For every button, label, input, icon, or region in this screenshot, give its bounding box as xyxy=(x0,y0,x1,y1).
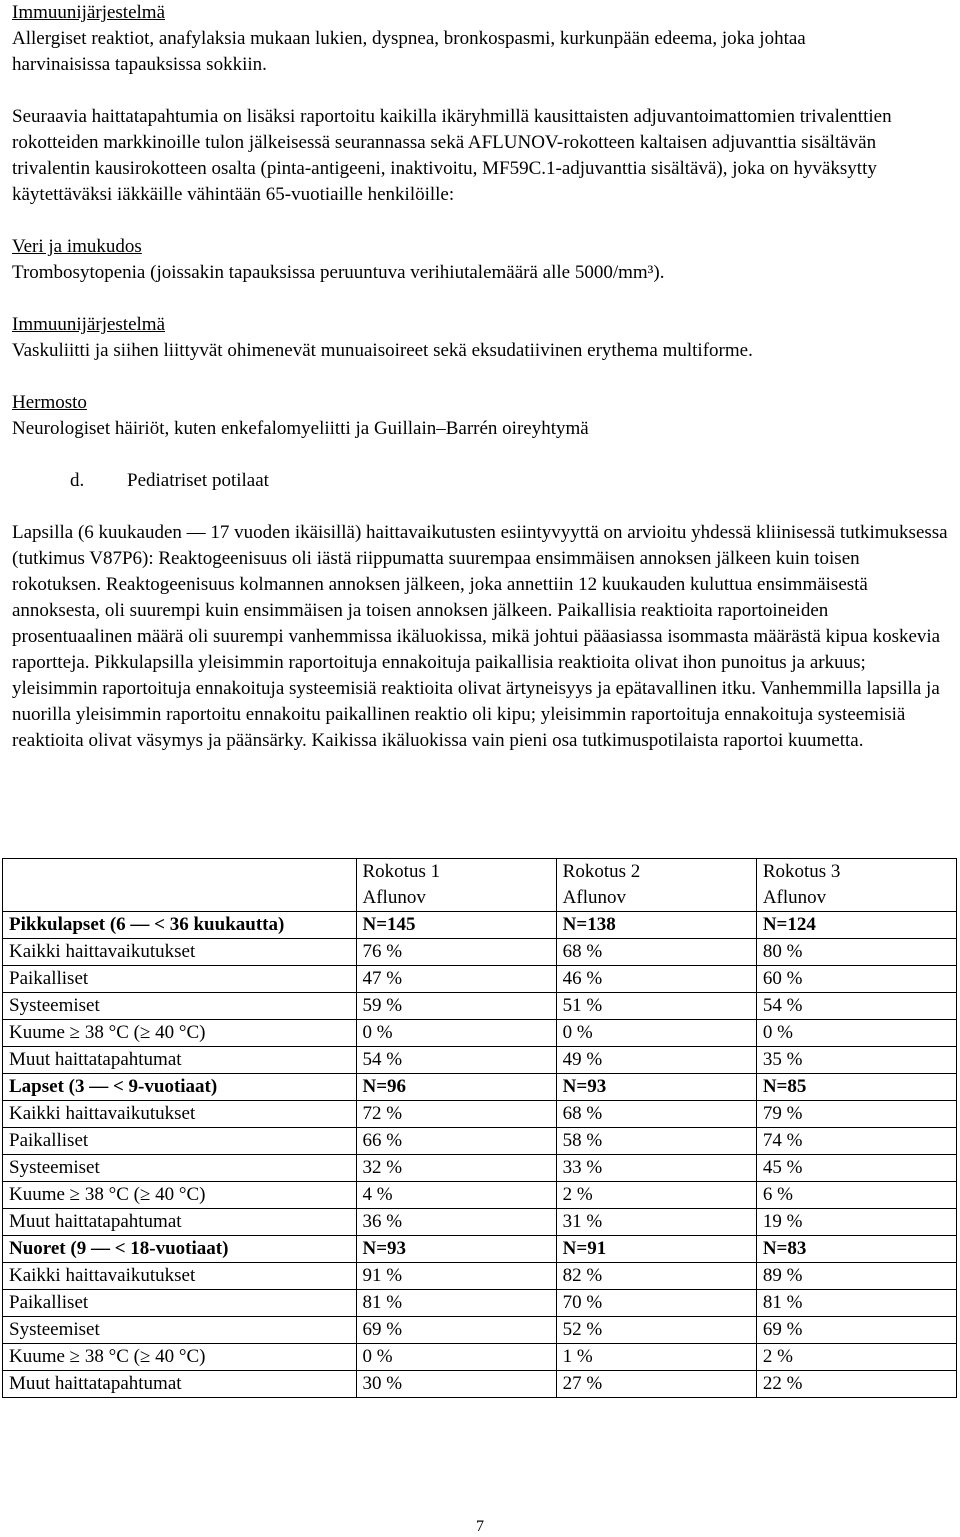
value-cell: 27 % xyxy=(556,1371,756,1398)
value-cell: 2 % xyxy=(556,1182,756,1209)
row-label-cell: Systeemiset xyxy=(3,1317,357,1344)
table-row xyxy=(3,1074,957,1101)
immune-2-text: Vaskuliitti ja siihen liittyvät ohimenevät munuaisoireet sekä eksudatiivinen erythema multiforme. xyxy=(12,340,753,361)
header-cell-vaccine-2: Aflunov xyxy=(556,885,756,912)
value-cell: 69 % xyxy=(356,1317,556,1344)
value-cell: 0 % xyxy=(356,1020,556,1047)
value-cell: 36 % xyxy=(356,1209,556,1236)
row-label-cell: Kaikki haittavaikutukset xyxy=(3,939,357,966)
table-header-row-2 xyxy=(3,885,957,912)
value-cell: 91 % xyxy=(356,1263,556,1290)
value-cell: 68 % xyxy=(556,939,756,966)
value-cell: 35 % xyxy=(756,1047,956,1074)
value-cell: 58 % xyxy=(556,1128,756,1155)
value-cell: 45 % xyxy=(756,1155,956,1182)
pediatric-marker: d. xyxy=(70,470,85,491)
value-cell: 81 % xyxy=(356,1290,556,1317)
value-cell: 33 % xyxy=(556,1155,756,1182)
value-cell: 66 % xyxy=(356,1128,556,1155)
table-row xyxy=(3,1128,957,1155)
row-label-cell: Systeemiset xyxy=(3,993,357,1020)
section-heading-blood: Veri ja imukudos xyxy=(12,236,142,257)
value-cell: 76 % xyxy=(356,939,556,966)
value-cell: 60 % xyxy=(756,966,956,993)
value-cell: N=138 xyxy=(556,912,756,939)
table-row xyxy=(3,993,957,1020)
row-label-cell: Kuume ≥ 38 °C (≥ 40 °C) xyxy=(3,1182,357,1209)
table-row xyxy=(3,1020,957,1047)
value-cell: 0 % xyxy=(356,1344,556,1371)
table-row xyxy=(3,1209,957,1236)
page-number: 7 xyxy=(476,1518,484,1535)
value-cell: 46 % xyxy=(556,966,756,993)
row-label-cell: Kaikki haittavaikutukset xyxy=(3,1263,357,1290)
row-label-cell: Paikalliset xyxy=(3,1290,357,1317)
value-cell: 79 % xyxy=(756,1101,956,1128)
value-cell: N=83 xyxy=(756,1236,956,1263)
value-cell: 1 % xyxy=(556,1344,756,1371)
value-cell: 6 % xyxy=(756,1182,956,1209)
value-cell: 19 % xyxy=(756,1209,956,1236)
row-label-cell: Paikalliset xyxy=(3,966,357,993)
value-cell: 51 % xyxy=(556,993,756,1020)
value-cell: 54 % xyxy=(356,1047,556,1074)
value-cell: 80 % xyxy=(756,939,956,966)
row-label-cell: Systeemiset xyxy=(3,1155,357,1182)
table-row xyxy=(3,1317,957,1344)
blood-text: Trombosytopenia (joissakin tapauksissa peruuntuva verihiutalemäärä alle 5000/mm³). xyxy=(12,262,665,283)
value-cell: 54 % xyxy=(756,993,956,1020)
value-cell: 0 % xyxy=(756,1020,956,1047)
pediatric-heading xyxy=(12,468,948,494)
table-row xyxy=(3,1371,957,1398)
value-cell: 2 % xyxy=(756,1344,956,1371)
table-row xyxy=(3,939,957,966)
value-cell: N=96 xyxy=(356,1074,556,1101)
table-row xyxy=(3,1290,957,1317)
value-cell: 52 % xyxy=(556,1317,756,1344)
value-cell: 47 % xyxy=(356,966,556,993)
row-label-cell: Muut haittatapahtumat xyxy=(3,1047,357,1074)
header-cell-dose-3: Rokotus 3 xyxy=(756,859,956,886)
row-label-cell: Nuoret (9 — < 18-vuotiaat) xyxy=(3,1236,357,1263)
immune-1-text: Allergiset reaktiot, anafylaksia mukaan lukien, dyspnea, bronkospasmi, kurkunpään edeema, joka johtaa harvinaisissa tapauksissa sokkiin. xyxy=(12,28,806,75)
value-cell: N=85 xyxy=(756,1074,956,1101)
value-cell: N=93 xyxy=(556,1074,756,1101)
value-cell: 81 % xyxy=(756,1290,956,1317)
header-cell xyxy=(3,885,357,912)
document-page xyxy=(12,0,948,754)
table-row xyxy=(3,1182,957,1209)
table-row xyxy=(3,1263,957,1290)
header-cell-dose-2: Rokotus 2 xyxy=(556,859,756,886)
table-header-row-1 xyxy=(3,859,957,886)
value-cell: 32 % xyxy=(356,1155,556,1182)
table-row xyxy=(3,1047,957,1074)
header-cell-dose-1: Rokotus 1 xyxy=(356,859,556,886)
row-label-cell: Kaikki haittavaikutukset xyxy=(3,1101,357,1128)
value-cell: 30 % xyxy=(356,1371,556,1398)
section-heading-immune-2: Immuunijärjestelmä xyxy=(12,314,166,335)
intro-paragraph: Seuraavia haittatapahtumia on lisäksi raportoitu kaikilla ikäryhmillä kausittaisten adjuvantoimattomien trivalenttien rokotteiden markkinoille tulon jälkeisessä seurannassa sekä AFLUNOV-rokotteen kaltaisen adjuvanttia sisältävän trivalentin kausirokotteen osalta (pinta-antigeeni, inaktivoitu, MF59C.1-adjuvanttia sisältävä), joka on hyväksytty käytettäväksi iäkkäille vähintään 65-vuotiaille henkilöille: xyxy=(12,106,892,205)
header-cell-vaccine-1: Aflunov xyxy=(356,885,556,912)
value-cell: 4 % xyxy=(356,1182,556,1209)
pediatric-paragraph: Lapsilla (6 kuukauden — 17 vuoden ikäisillä) haittavaikutusten esiintyvyyttä on arvioitu yhdessä kliinisessä tutkimuksessa (tutkimus V87P6): Reaktogeenisuus oli iästä riippumatta suurempaa ensimmäisen annoksen jälkeen kuin toisen rokotuksen. Reaktogeenisuus kolmannen annoksen jälkeen, joka annettiin 12 kuukauden kuluttua ensimmäisestä annoksesta, oli suurempi kuin ensimmäisen ja toisen annoksen jälkeen. Paikallisia reaktioita raportoineiden prosentuaalinen määrä oli suurempi vanhemmissa ikäluokissa, mikä johtui pääasiassa isommasta määrästä kipua koskevia raportteja. Pikkulapsilla yleisimmin raportoituja ennakoituja paikallisia reaktioita olivat ihon punoitus ja arkuus; yleisimmin raportoituja ennakoituja systeemisiä reaktioita olivat ärtyneisyys ja epätavallinen itku. Vanhemmilla lapsilla ja nuorilla yleisimmin raportoitu ennakoitu paikallinen reaktio oli kipu; yleisimmin raportoituja ennakoituja systeemisiä reaktioita olivat väsymys ja päänsärky. Kaikissa ikäluokissa vain pieni osa tutkimuspotilaista raportoi kuumetta. xyxy=(12,522,948,751)
value-cell: 22 % xyxy=(756,1371,956,1398)
table-row xyxy=(3,966,957,993)
value-cell: 70 % xyxy=(556,1290,756,1317)
value-cell: 59 % xyxy=(356,993,556,1020)
value-cell: 69 % xyxy=(756,1317,956,1344)
table-row xyxy=(3,912,957,939)
row-label-cell: Paikalliset xyxy=(3,1128,357,1155)
row-label-cell: Kuume ≥ 38 °C (≥ 40 °C) xyxy=(3,1344,357,1371)
table-row xyxy=(3,1236,957,1263)
section-heading-immune-1: Immuunijärjestelmä xyxy=(12,2,166,23)
value-cell: N=91 xyxy=(556,1236,756,1263)
value-cell: 89 % xyxy=(756,1263,956,1290)
value-cell: 74 % xyxy=(756,1128,956,1155)
value-cell: N=124 xyxy=(756,912,956,939)
value-cell: 82 % xyxy=(556,1263,756,1290)
pediatric-title: Pediatriset potilaat xyxy=(127,470,269,491)
value-cell: N=145 xyxy=(356,912,556,939)
row-label-cell: Lapset (3 — < 9-vuotiaat) xyxy=(3,1074,357,1101)
value-cell: 68 % xyxy=(556,1101,756,1128)
value-cell: 31 % xyxy=(556,1209,756,1236)
row-label-cell: Muut haittatapahtumat xyxy=(3,1209,357,1236)
value-cell: 0 % xyxy=(556,1020,756,1047)
adverse-events-table xyxy=(2,858,957,1398)
header-cell xyxy=(3,859,357,886)
section-heading-nervous: Hermosto xyxy=(12,392,87,413)
table-row xyxy=(3,1101,957,1128)
value-cell: 49 % xyxy=(556,1047,756,1074)
table-row xyxy=(3,1344,957,1371)
table-row xyxy=(3,1155,957,1182)
nervous-text: Neurologiset häiriöt, kuten enkefalomyeliitti ja Guillain–Barrén oireyhtymä xyxy=(12,418,589,439)
row-label-cell: Kuume ≥ 38 °C (≥ 40 °C) xyxy=(3,1020,357,1047)
row-label-cell: Pikkulapset (6 — < 36 kuukautta) xyxy=(3,912,357,939)
value-cell: 72 % xyxy=(356,1101,556,1128)
header-cell-vaccine-3: Aflunov xyxy=(756,885,956,912)
row-label-cell: Muut haittatapahtumat xyxy=(3,1371,357,1398)
value-cell: N=93 xyxy=(356,1236,556,1263)
